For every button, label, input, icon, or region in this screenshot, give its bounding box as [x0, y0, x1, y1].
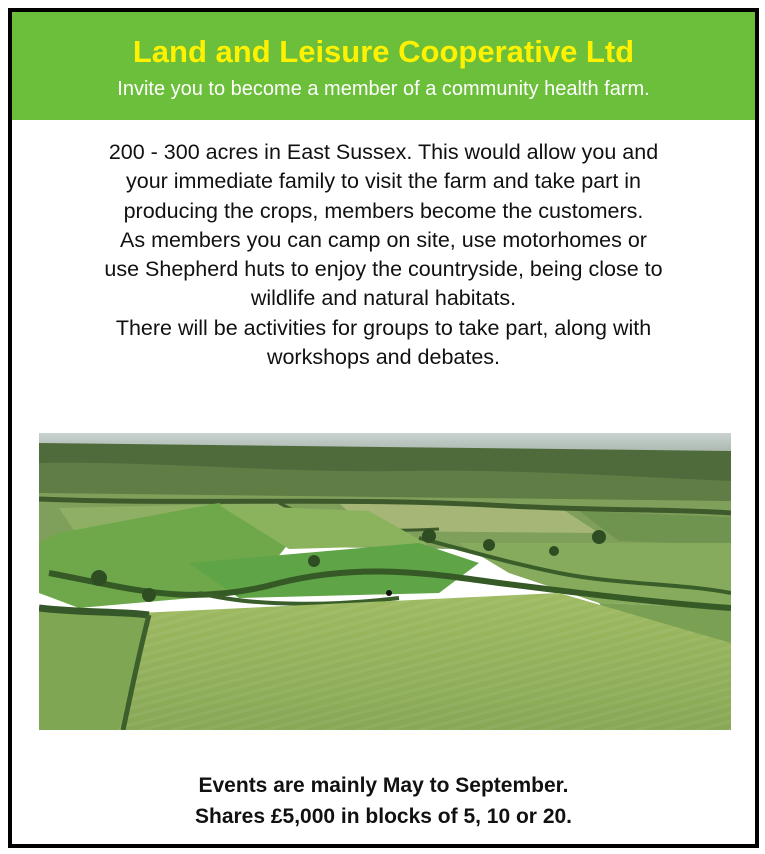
- description-line: 200 - 300 acres in East Sussex. This would allow you and: [108, 140, 659, 164]
- flyer-title: Land and Leisure Cooperative Ltd: [132, 34, 635, 69]
- footer-details: [12, 770, 755, 832]
- description-line: As members you can camp on site, use motorhomes or: [120, 227, 647, 252]
- header-banner: [12, 12, 755, 120]
- description-paragraph: [32, 138, 735, 372]
- shares-line: Shares £5,000 in blocks of 5, 10 or 20.: [194, 805, 573, 828]
- description-line: use Shepherd huts to enjoy the countryside, being close to: [104, 257, 663, 282]
- flyer-frame: [8, 8, 759, 848]
- farmland-aerial-photo: [39, 433, 731, 730]
- description-line: producing the crops, members become the customers.: [123, 198, 644, 223]
- description-line: wildlife and natural habitats.: [250, 286, 517, 311]
- events-line: Events are mainly May to September.: [198, 774, 569, 797]
- description-line: your immediate family to visit the farm and take part in: [125, 169, 641, 194]
- flyer-subtitle: Invite you to become a member of a community health farm.: [117, 78, 650, 100]
- description-line: workshops and debates.: [266, 345, 501, 370]
- description-line: There will be activities for groups to take part, along with: [115, 315, 652, 340]
